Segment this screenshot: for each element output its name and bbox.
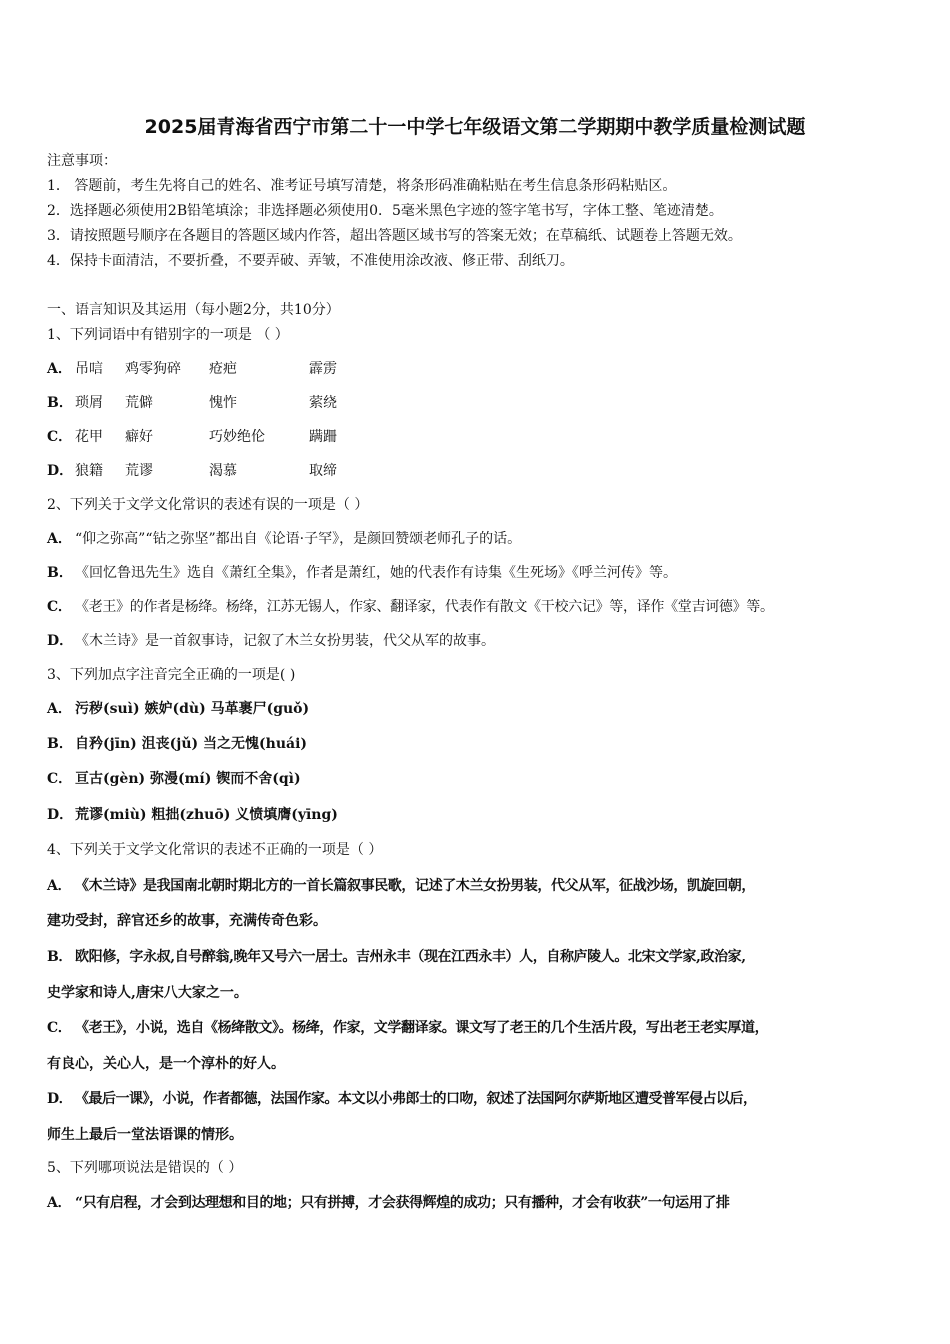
option-word: 霹雳 (309, 361, 337, 377)
q2-option-d (47, 631, 495, 651)
q3-option-b (47, 734, 307, 754)
option-label: D． (47, 633, 74, 649)
option-text: 亘古(gèn) 弥漫(mí) 锲而不舍(qì) (75, 771, 301, 787)
question-2-stem: 2、下列关于文学文化常识的表述有误的一项是（ ） (47, 497, 369, 513)
q1-option-b (47, 393, 337, 413)
q2-option-b (47, 563, 677, 583)
option-label: A． (47, 531, 72, 547)
option-text: 自矜(jīn) 沮丧(jǔ) 当之无愧(huái) (75, 736, 308, 752)
option-word: 鸡零狗碎 (125, 361, 181, 377)
option-label: B． (47, 395, 73, 411)
option-label: B． (47, 736, 73, 752)
option-word: 疮疤 (209, 361, 237, 377)
q2-option-a (47, 529, 521, 549)
section-heading: 一、语言知识及其运用（每小题2分，共10分） (47, 302, 340, 318)
question-1-stem: 1、下列词语中有错别字的一项是 （ ） (47, 327, 289, 343)
q3-option-a (47, 699, 309, 719)
notice-item: 1． 答题前，考生先将自己的姓名、准考证号填写清楚，将条形码准确粘贴在考生信息条形码粘贴区。 (47, 178, 677, 194)
option-word: 萦绕 (309, 395, 337, 411)
option-text: 《回忆鲁迅先生》选自《萧红全集》，作者是萧红，她的代表作有诗集《生死场》《呼兰河传》等。 (75, 565, 677, 581)
option-continuation: 有良心，关心人，是一个淳朴的好人。 (47, 1056, 285, 1072)
q1-option-d (47, 461, 337, 481)
option-label: B． (47, 949, 73, 965)
option-word: 花甲 (75, 429, 103, 445)
option-text: 《木兰诗》是我国南北朝时期北方的一首长篇叙事民歌，记述了木兰女扮男装，代父从军，征战沙场，凯旋回朝， (75, 878, 755, 894)
option-text: 荒谬(miù) 粗拙(zhuō) 义愤填膺(yīng) (75, 807, 338, 823)
option-word: 琐屑 (75, 395, 103, 411)
option-text: 《老王》，小说，选自《杨绛散文》。杨绛，作家，文学翻译家。课文写了老王的几个生活片段，写出老王老实厚道， (75, 1020, 769, 1036)
q1-option-c (47, 427, 337, 447)
q4-option-a (47, 876, 755, 896)
option-continuation: 史学家和诗人,唐宋八大家之一。 (47, 985, 248, 1001)
q4-option-c (47, 1018, 768, 1038)
notice-item: 3．请按照题号顺序在各题目的答题区域内作答，超出答题区域书写的答案无效；在草稿纸、试题卷上答题无效。 (47, 228, 742, 244)
page-title: 2025届青海省西宁市第二十一中学七年级语文第二学期期中教学质量检测试题 (144, 116, 806, 138)
question-4-stem: 4、下列关于文学文化常识的表述不正确的一项是（ ） (47, 842, 383, 858)
option-word: 癖好 (125, 429, 153, 445)
option-text: 《木兰诗》是一首叙事诗，记叙了木兰女扮男装，代父从军的故事。 (75, 633, 495, 649)
option-text: 《老王》的作者是杨绛。杨绛，江苏无锡人，作家、翻译家，代表作有散文《干校六记》等，译作《堂吉诃德》等。 (75, 599, 774, 615)
option-label: C． (47, 429, 73, 445)
option-word: 吊唁 (75, 361, 103, 377)
q3-option-c (47, 769, 301, 789)
notice-item: 2．选择题必须使用2B铅笔填涂；非选择题必须使用0．5毫米黑色字迹的签字笔书写，字体工整、笔迹清楚。 (47, 203, 723, 219)
option-label: A． (47, 1195, 72, 1211)
option-text: 《最后一课》，小说，作者都德，法国作家。本文以小弗郎士的口吻，叙述了法国阿尔萨斯地区遭受普军侵占以后， (75, 1091, 757, 1107)
option-label: D． (47, 463, 74, 479)
option-text: “只有启程，才会到达理想和目的地；只有拼搏，才会获得辉煌的成功；只有播种，才会有收获”一句运用了排 (75, 1195, 730, 1211)
option-continuation: 师生上最后一堂法语课的情形。 (47, 1127, 243, 1143)
q4-option-b (47, 947, 746, 967)
option-text: 污秽(suì) 嫉妒(dù) 马革裹尸(guǒ) (75, 701, 310, 717)
option-label: A． (47, 701, 72, 717)
q4-option-d (47, 1089, 757, 1109)
option-word: 荒僻 (125, 395, 153, 411)
q1-option-a (47, 359, 337, 379)
option-label: C． (47, 599, 72, 615)
q3-option-d (47, 805, 338, 825)
option-word: 巧妙绝伦 (209, 429, 265, 445)
option-label: B． (47, 565, 73, 581)
option-word: 狼籍 (75, 463, 103, 479)
option-label: C． (47, 1020, 72, 1036)
option-word: 荒谬 (125, 463, 153, 479)
option-label: C． (47, 771, 73, 787)
option-label: D． (47, 807, 74, 823)
option-label: A． (47, 361, 72, 377)
option-word: 蹒跚 (309, 429, 337, 445)
option-text: 欧阳修，字永叔,自号醉翁,晚年又号六一居士。吉州永丰（现在江西永丰）人，自称庐陵人。北宋文学家,政治家, (75, 949, 746, 965)
option-word: 取缔 (309, 463, 337, 479)
option-word: 愧怍 (209, 395, 237, 411)
option-label: D． (47, 1091, 73, 1107)
option-continuation: 建功受封，辞官还乡的故事，充满传奇色彩。 (47, 913, 327, 929)
option-word: 渴慕 (209, 463, 237, 479)
notice-item: 4．保持卡面清洁，不要折叠，不要弄破、弄皱，不准使用涂改液、修正带、刮纸刀。 (47, 253, 574, 269)
notice-heading: 注意事项： (47, 153, 117, 169)
option-text: “仰之弥高”“钻之弥坚”都出自《论语·子罕》，是颜回赞颂老师孔子的话。 (75, 531, 522, 547)
q5-option-a (47, 1193, 730, 1213)
question-5-stem: 5、下列哪项说法是错误的（ ） (47, 1160, 243, 1176)
q2-option-c (47, 597, 774, 617)
question-3-stem: 3、下列加点字注音完全正确的一项是( ) (47, 667, 296, 683)
option-label: A． (47, 878, 72, 894)
